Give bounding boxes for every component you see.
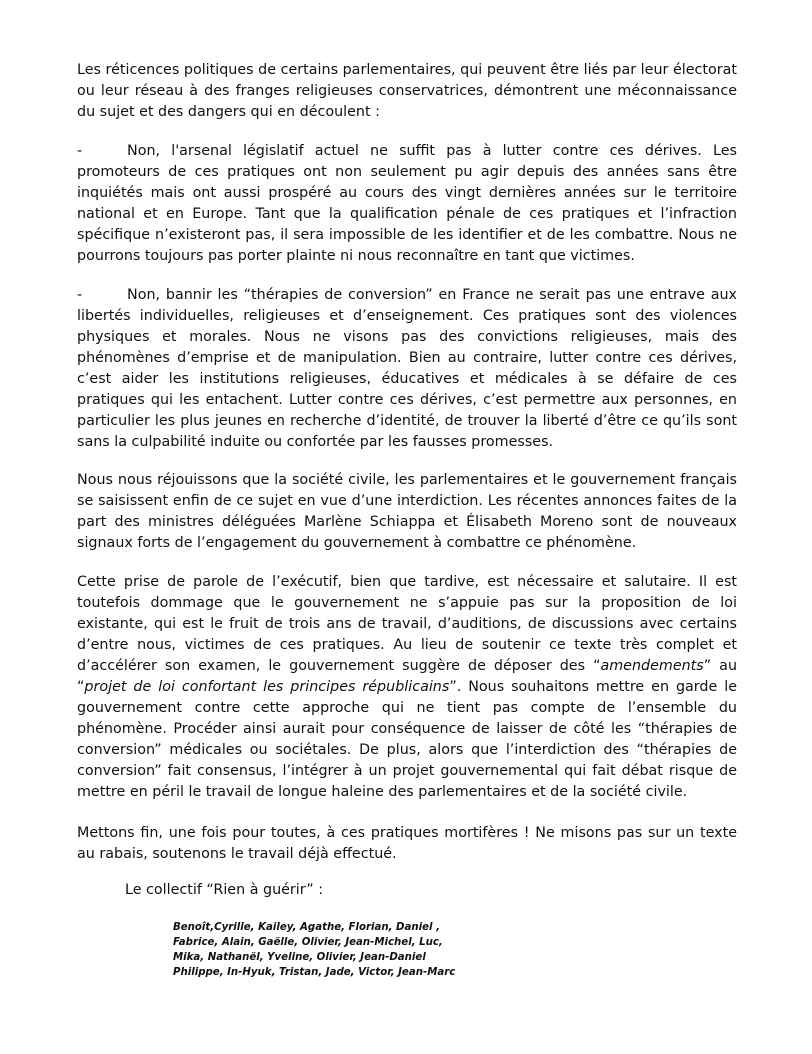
signature-line: Mika, Nathanël, Yveline, Olivier, Jean-Daniel (173, 952, 426, 963)
paragraph-executive-emphasis-bill: projet de loi confortant les principes républicains (84, 679, 450, 695)
signature-line: Benoît,Cyrille, Kailey, Agathe, Florian, Daniel , (173, 922, 440, 933)
paragraph-executive (77, 572, 737, 803)
bullet-item-legislation (77, 141, 737, 267)
bullet-text-freedoms: Non, bannir les “thérapies de conversion” en France ne serait pas une entrave aux libertés individuelles, religieuses et d’enseignement. Ces pratiques sont des violences physiques et morales. Nous ne visons pas des convictions religieuses, mais des phénomènes d’emprise et de manipulation. Bien au contraire, lutter contre ces dérives, c’est aider les institutions religieuses, éducatives et médicales à se défaire de ces pratiques qui les entachent. Lutter contre ces dérives, c’est permettre aux personnes, en particulier les plus jeunes en recherche d’identité, de trouver la liberté d’être ce qu’ils sont sans la culpabilité induite ou confortée par les fausses promesses. (77, 287, 737, 450)
paragraph-rejoice: Nous nous réjouissons que la société civile, les parlementaires et le gouvernement français se saisissent enfin de ce sujet en vue d’une interdiction. Les récentes annonces faites de la part des ministres déléguées Marlène Schiappa et Élisabeth Moreno sont de nouveaux signaux forts de l’engagement du gouvernement à combattre ce phénomène. (77, 472, 737, 551)
bullet-text-legislation: Non, l'arsenal législatif actuel ne suffit pas à lutter contre ces dérives. Les promoteurs de ces pratiques ont non seulement pu agir depuis des années sans être inquiétés mais ont aussi prospéré au cours des vingt dernières années sur le territoire national et en Europe. Tant que la qualification pénale de ces pratiques et l’infraction spécifique n’existeront pas, il sera impossible de les identifier et de les combattre. Nous ne pourrons toujours pas porter plainte ni nous reconnaître en tant que victimes. (77, 143, 737, 264)
paragraph-executive-emphasis-amendments: amendements (600, 658, 704, 674)
signature-line: Philippe, In-Hyuk, Tristan, Jade, Victor, Jean-Marc (173, 967, 456, 978)
paragraph-executive-text-2: ” au “ (77, 658, 738, 695)
signatures-list (173, 920, 473, 980)
paragraph-executive-text-3: ”. Nous souhaitons mettre en garde le gouvernement contre cette approche qui ne tient pas compte de l’ensemble du phénomène. Procéder ainsi aurait pour conséquence de laisser de côté les “thérapies de conversion” médicales ou sociétales. De plus, alors que l’interdiction des “thérapies de conversion” fait consensus, l’intégrer à un projet gouvernemental qui fait débat risque de mettre en péril le travail de longue haleine des parlementaires et de la société civile. (77, 679, 737, 800)
bullet-marker: - (77, 143, 83, 159)
signature-line: Fabrice, Alain, Gaëlle, Olivier, Jean-Michel, Luc, (173, 937, 443, 948)
collectif-label: Le collectif “Rien à guérir” : (125, 882, 324, 898)
paragraph-closing: Mettons fin, une fois pour toutes, à ces pratiques mortifères ! Ne misons pas sur un texte au rabais, soutenons le travail déjà effectué. (77, 825, 737, 862)
bullet-item-freedoms (77, 285, 737, 453)
bullet-marker: - (77, 287, 83, 303)
paragraph-executive-text-1: Cette prise de parole de l’exécutif, bien que tardive, est nécessaire et salutaire. Il est toutefois dommage que le gouvernement ne s’appuie pas sur la proposition de loi existante, qui est le fruit de trois ans de travail, d’auditions, de discussions avec certains d’entre nous, victimes de ces pratiques. Au lieu de soutenir ce texte très complet et d’accélérer son examen, le gouvernement suggère de déposer des “ (77, 574, 737, 674)
paragraph-intro: Les réticences politiques de certains parlementaires, qui peuvent être liés par leur électorat ou leur réseau à des franges religieuses conservatrices, démontrent une méconnaissance du sujet et des dangers qui en découlent : (77, 62, 737, 120)
